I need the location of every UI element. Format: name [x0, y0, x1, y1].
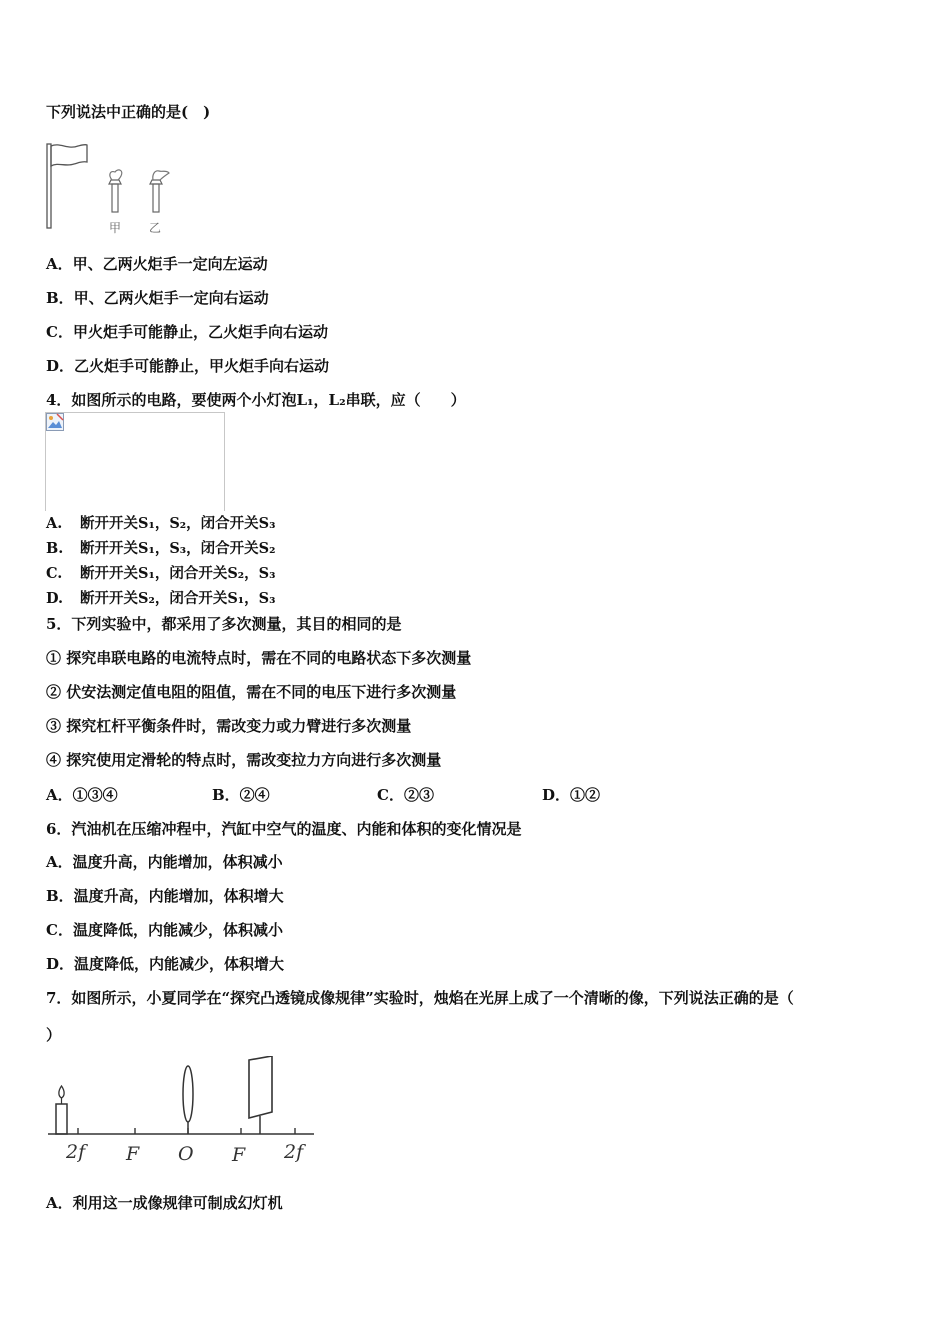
axis-label-o: O: [178, 1143, 194, 1165]
q5-item-3: ③ 探究杠杆平衡条件时，需改变力或力臂进行多次测量: [46, 717, 412, 735]
q4-option-b-label: B.: [46, 540, 64, 557]
q6-option-c: C．温度降低，内能减少，体积减小: [46, 921, 283, 939]
light-screen: [249, 1056, 272, 1134]
q7-option-a: A．利用这一成像规律可制成幻灯机: [46, 1194, 283, 1212]
q3-stem: 下列说法中正确的是( ): [46, 103, 211, 121]
q4-option-a-text: 断开开关S₁，S₂，闭合开关S₃: [80, 515, 276, 532]
q4-option-a: [46, 514, 275, 534]
axis-label-2f-left: 2f: [66, 1141, 86, 1163]
q6-option-a: A．温度升高，内能增加，体积减小: [46, 853, 283, 871]
q4-option-a-label: A.: [46, 515, 63, 532]
torch-yi: [150, 171, 169, 212]
q4-option-d-text: 断开开关S₂，闭合开关S₁，S₃: [80, 590, 276, 607]
q4-option-c: [46, 564, 275, 584]
q4-stem: 4．如图所示的电路，要使两个小灯泡L₁，L₂串联，应（ ）: [46, 391, 466, 409]
broken-image-icon: [46, 413, 64, 431]
q5-item-1: ① 探究串联电路的电流特点时，需在不同的电路状态下多次测量: [46, 649, 472, 667]
candle: [56, 1086, 67, 1134]
q4-option-c-text: 断开开关S₁，闭合开关S₂，S₃: [80, 565, 276, 582]
q6-option-d: D．温度降低，内能减少，体积增大: [46, 955, 285, 973]
q6-stem: 6．汽油机在压缩冲程中，汽缸中空气的温度、内能和体积的变化情况是: [46, 820, 522, 838]
q7-stem-line2: ）: [46, 1026, 62, 1044]
q3-option-b: B．甲、乙两火炬手一定向右运动: [46, 289, 269, 307]
convex-lens: [183, 1066, 193, 1134]
q5-item-2: ② 伏安法测定值电阻的阻值，需在不同的电压下进行多次测量: [46, 683, 457, 701]
q4-option-b-text: 断开开关S₁，S₃，闭合开关S₂: [80, 540, 276, 557]
q5-option-b: B．②④: [212, 786, 270, 804]
q6-option-b: B．温度升高，内能增加，体积增大: [46, 887, 284, 905]
axis-label-f-left: F: [126, 1143, 140, 1165]
q4-option-d: [46, 589, 275, 609]
q4-option-b: [46, 539, 275, 559]
q5-option-d: D．①②: [542, 786, 601, 804]
q5-stem: 5．下列实验中，都采用了多次测量，其目的相同的是: [46, 615, 402, 633]
label-yi: 乙: [149, 221, 162, 235]
axis-label-f-right: F: [232, 1144, 246, 1166]
torch-jia: [109, 170, 122, 212]
torch-flag-figure: [42, 140, 182, 236]
lens-bench-figure: [44, 1056, 320, 1168]
q4-option-c-label: C.: [46, 565, 63, 582]
q3-option-a: A．甲、乙两火炬手一定向左运动: [46, 255, 268, 273]
q5-option-c: C．②③: [377, 786, 434, 804]
label-jia: 甲: [109, 221, 122, 235]
q7-stem-line1: 7．如图所示，小夏同学在“探究凸透镜成像规律”实验时，烛焰在光屏上成了一个清晰的像，下列说法正确的是（: [46, 989, 794, 1007]
q3-option-c: C．甲火炬手可能静止，乙火炬手向右运动: [46, 323, 328, 341]
circuit-image-placeholder: [45, 412, 225, 511]
q3-option-d: D．乙火炬手可能静止，甲火炬手向右运动: [46, 357, 330, 375]
q4-option-d-label: D.: [46, 590, 64, 607]
q5-option-a: A．①③④: [46, 786, 118, 804]
axis-label-2f-right: 2f: [284, 1141, 304, 1163]
q5-item-4: ④ 探究使用定滑轮的特点时，需改变拉力方向进行多次测量: [46, 751, 442, 769]
